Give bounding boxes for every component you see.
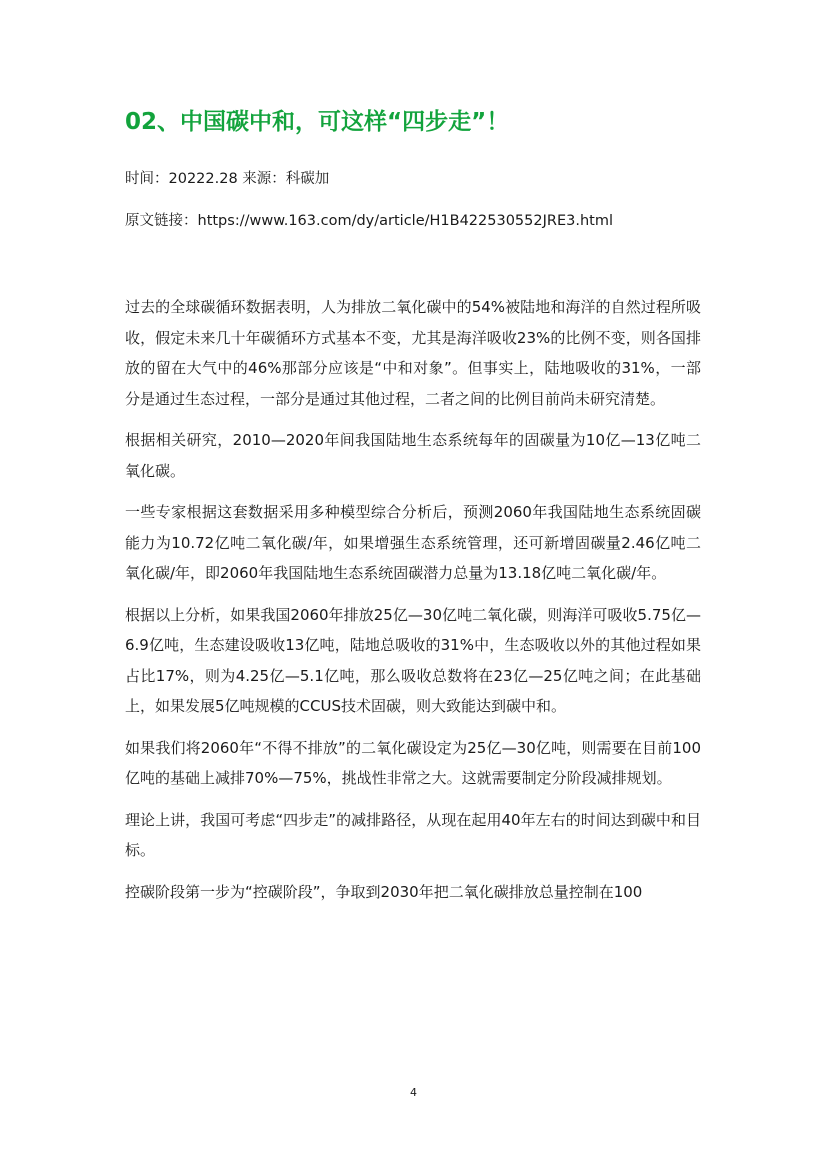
page-number: 4 — [410, 1086, 417, 1099]
article-title: 02、中国碳中和，可这样“四步走”！ — [125, 109, 510, 135]
body-paragraph: 控碳阶段第一步为“控碳阶段”，争取到2030年把二氧化碳排放总量控制在100 — [125, 882, 643, 901]
body-paragraph: 理论上讲，我国可考虑“四步走”的减排路径，从现在起用40年左右的时间达到碳中和目标。 — [125, 810, 701, 859]
article-body — [125, 292, 701, 918]
body-paragraph: 根据相关研究，2010—2020年间我国陆地生态系统每年的固碳量为10亿—13亿吨二氧化碳。 — [125, 431, 701, 480]
body-paragraph: 一些专家根据这套数据采用多种模型综合分析后，预测2060年我国陆地生态系统固碳能力为10.72亿吨二氧化碳/年，如果增强生态系统管理，还可新增固碳量2.46亿吨二氧化碳/年，即2060年我国陆地生态系统固碳潜力总量为13.18亿吨二氧化碳/年。 — [125, 503, 701, 582]
body-paragraph: 过去的全球碳循环数据表明，人为排放二氧化碳中的54%被陆地和海洋的自然过程所吸收，假定未来几十年碳循环方式基本不变，尤其是海洋吸收23%的比例不变，则各国排放的留在大气中的46%那部分应该是“中和对象”。但事实上，陆地吸收的31%，一部分是通过生态过程，一部分是通过其他过程，二者之间的比例目前尚未研究清楚。 — [125, 298, 701, 408]
body-paragraph: 根据以上分析，如果我国2060年排放25亿—30亿吨二氧化碳，则海洋可吸收5.75亿—6.9亿吨，生态建设吸收13亿吨，陆地总吸收的31%中，生态吸收以外的其他过程如果占比17%，则为4.25亿—5.1亿吨，那么吸收总数将在23亿—25亿吨之间；在此基础上，如果发展5亿吨规模的CCUS技术固碳，则大致能达到碳中和。 — [125, 605, 701, 715]
article-source-link: 原文链接：https://www.163.com/dy/article/H1B422530552JRE3.html — [125, 213, 613, 229]
article-time-source: 时间：20222.28 来源：科碳加 — [125, 171, 330, 187]
body-paragraph: 如果我们将2060年“不得不排放”的二氧化碳设定为25亿—30亿吨，则需要在目前100亿吨的基础上减排70%—75%，挑战性非常之大。这就需要制定分阶段减排规划。 — [125, 738, 701, 787]
